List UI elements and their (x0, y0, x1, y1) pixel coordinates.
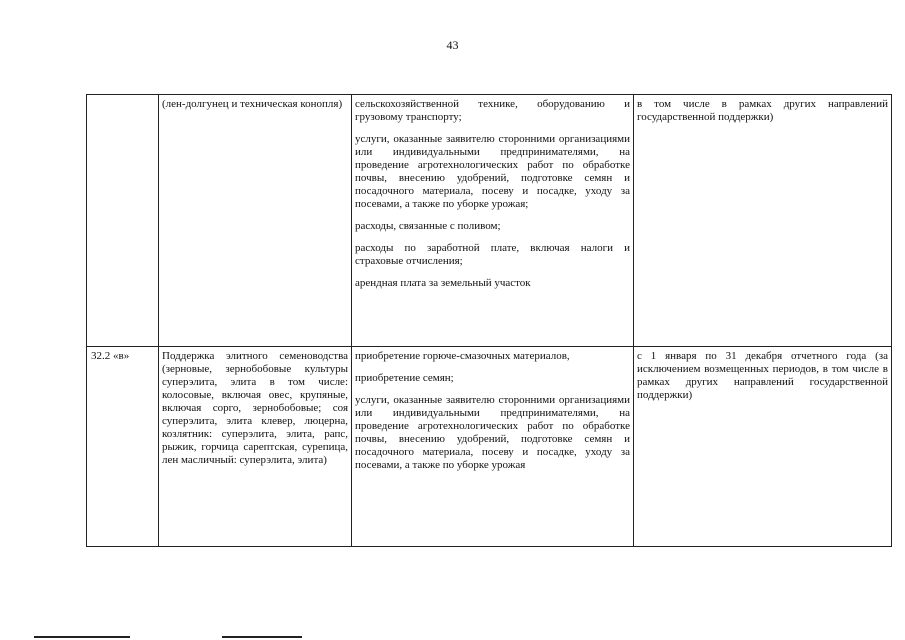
crop-description-cell: Поддержка элитного семеноводства (зерновые, зернобобовые культуры суперэлита, элита в том числе: колосовые, включая овес, крупяные, включая сорго, зернобобовые; соя суперэлита, элита клевер, люцерна, козлятник: суперэлита, элита, рапс, рыжик, горчица сарептская, сурепица, лен масличный: суперэлита, элита) (159, 347, 352, 547)
period-cell: с 1 января по 31 декабря отчетного года (за исключением возмещенных периодов, в том числе в рамках других направлений государственной поддержки) (634, 347, 892, 547)
expense-item: приобретение семян; (355, 372, 454, 384)
table-row (87, 95, 892, 347)
expense-item: услуги, оказанные заявителю сторонними организациями или индивидуальными предпринимателями, на проведение агротехнологических работ по обработке почвы, внесению удобрений, подготовке семян и посадочного материала, посеву и посадке, уходу за посевами, а также по уборке урожая (355, 394, 630, 471)
footer-rule-right (222, 636, 302, 638)
expenses-cell (352, 95, 634, 347)
page-number: 43 (446, 38, 459, 52)
expense-item: арендная плата за земельный участок (355, 277, 531, 289)
footer-rules (0, 634, 905, 640)
subsidy-table (86, 94, 892, 547)
table-row (87, 347, 892, 547)
item-number-cell: 32.2 «в» (87, 347, 159, 547)
period-cell: в том числе в рамках других направлений государственной поддержки) (634, 95, 892, 347)
footer-rule-left (34, 636, 130, 638)
expense-item: услуги, оказанные заявителю сторонними организациями или индивидуальными предпринимателями, на проведение агротехнологических работ по обработке почвы, внесению удобрений, подготовке семян и посадочного материала, посеву и посадке, уходу за посевами, а также по уборке урожая; (355, 133, 630, 210)
expense-item: приобретение горюче-смазочных материалов, (355, 350, 570, 362)
item-number-cell (87, 95, 159, 347)
expense-item: расходы, связанные с поливом; (355, 220, 501, 232)
expense-item: сельскохозяйственной технике, оборудованию и грузовому транспорту; (355, 98, 630, 123)
crop-description-cell: (лен-долгунец и техническая конопля) (159, 95, 352, 347)
expenses-cell (352, 347, 634, 547)
expense-item: расходы по заработной плате, включая налоги и страховые отчисления; (355, 242, 630, 267)
